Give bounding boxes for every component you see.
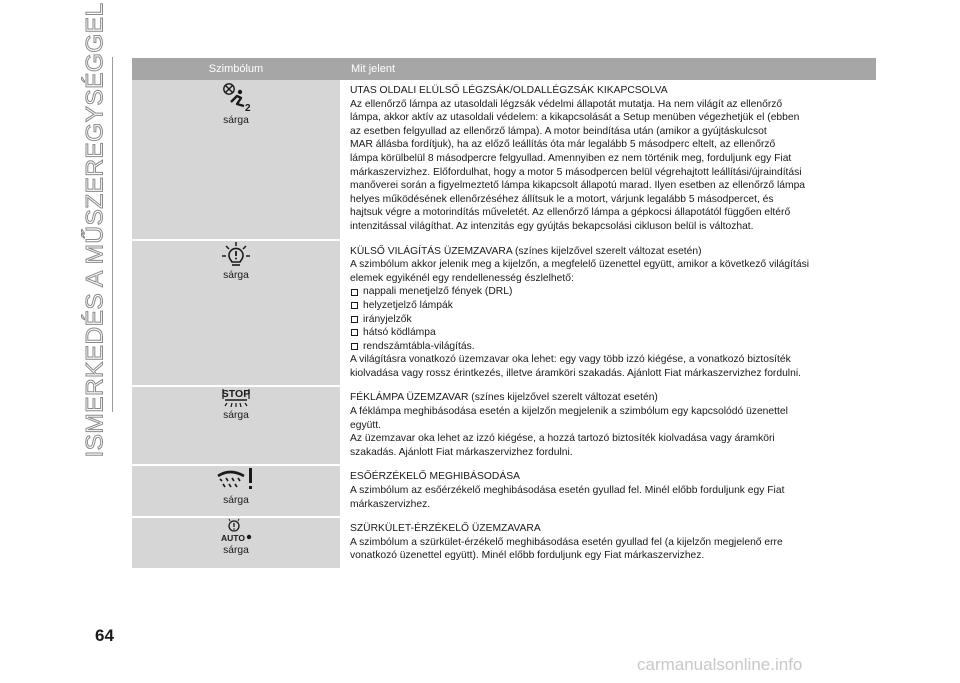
table-row: [132, 465, 876, 517]
symbol-cell: [132, 465, 340, 517]
text-line: az esetben felgyullad az ellenőrző lámpa). A motor beindítása után (amikor a gyújtáskulcsot: [350, 125, 767, 137]
color-label: sárga: [223, 115, 249, 126]
twilight-sensor-fault-icon: [219, 518, 253, 544]
text-line: elemek egyikénél egy rendellenesség észlelhető:: [350, 272, 574, 284]
bullet-square-icon: [351, 302, 358, 309]
symbol-cell: [132, 80, 340, 240]
chapter-title: [78, 2, 114, 458]
text-line: intenzitással világíthat. Az intenzitás egy gyújtás bekapcsolási cikluson belül is változhat.: [350, 220, 754, 232]
color-label: sárga: [223, 410, 249, 422]
header-symbol: Szimbólum: [132, 58, 340, 80]
brake-light-fault-icon: [219, 387, 253, 409]
list-item: [350, 313, 870, 327]
row-title: FÉKLÁMPA ÜZEMZAVAR (színes kijelzővel szerelt változat esetén): [350, 392, 658, 404]
text-line: A szimbólum a szürkület-érzékelő meghibásodása esetén gyullad fel (a kijelzőn megjelenő erre: [350, 536, 783, 548]
text-line: A szimbólum az esőérzékelő meghibásodása esetén gyullad fel. Minél előbb forduljunk egy Fiat: [350, 485, 785, 497]
list-item: [350, 285, 870, 299]
color-label: sárga: [223, 495, 249, 507]
meaning-cell: [340, 517, 876, 569]
meaning-cell: [340, 386, 876, 465]
list-item-label: helyzetjelző lámpák: [363, 299, 453, 311]
auto-icon-text: AUTO: [221, 533, 245, 544]
row-title: UTAS OLDALI ELÜLSŐ LÉGZSÁK/OLDALLÉGZSÁK KIKAPCSOLVA: [350, 85, 668, 96]
row-title: ESŐÉRZÉKELŐ MEGHIBÁSODÁSA: [350, 471, 520, 483]
chapter-title-text: ISMERKEDÉS A MŰSZEREGYSÉGGEL: [82, 2, 109, 458]
watermark: carmanualsonline.info: [637, 655, 803, 674]
bullet-square-icon: [351, 289, 358, 296]
meaning-cell: [340, 80, 876, 240]
text-line: vonatkozó üzenettel együtt). Minél előbb forduljunk egy Fiat márkaszervizhez.: [350, 550, 705, 562]
text-line: kiolvadása vagy rossz érintkezés, illetve áramköri szakadás. Ajánlott Fiat márkaszervizhez fordulni.: [350, 367, 801, 379]
text-line: együtt.: [350, 419, 381, 431]
list-item: [350, 340, 870, 354]
text-line: márkaszervizhez.: [350, 498, 431, 510]
table-row: [132, 517, 876, 569]
text-line: Az ellenőrző lámpa az utasoldali légzsák védelmi állapotát mutatja. Ha nem világít az ellenőrző: [350, 98, 783, 110]
symbol-cell: [132, 517, 340, 569]
text-line: A világításra vonatkozó üzemzavar oka lehet: egy vagy több izzó kiégése, a vonatkozó biztosíték: [350, 354, 791, 366]
chapter-divider: [112, 57, 113, 412]
row-title: SZÜRKÜLET-ÉRZÉKELŐ ÜZEMZAVARA: [350, 523, 541, 535]
table-row: [132, 80, 876, 240]
bullet-square-icon: [351, 329, 358, 336]
list-item-label: nappali menetjelző fények (DRL): [363, 286, 513, 298]
text-line: MAR állásba fordítjuk), ha az előző leállítás óta már legalább 5 másodperc eltelt, az ellenőrző: [350, 139, 776, 151]
list-item-label: hátsó ködlámpa: [363, 327, 436, 339]
row-title: KÜLSŐ VILÁGÍTÁS ÜZEMZAVARA (színes kijelzővel szerelt változat esetén): [350, 245, 702, 257]
text-line: lámpa körülbelül 8 másodpercre felgyullad. Amennyiben ez nem történik meg, forduljunk egy Fiat: [350, 152, 792, 164]
text-line: hajtsuk végre a motorindítás műveletét. Az ellenőrző lámpa a gépkocsi állapotától függően eltérő: [350, 207, 791, 219]
bullet-square-icon: [351, 316, 358, 323]
meaning-cell: [340, 465, 876, 517]
text-line: A szimbólum akkor jelenik meg a kijelzőn, a megfelelő üzenettel együtt, amikor a következő világítási: [350, 259, 810, 271]
color-label: sárga: [223, 545, 249, 557]
list-item: [350, 299, 870, 313]
table-row: [132, 240, 876, 387]
list-item-label: rendszámtábla-világítás.: [363, 340, 475, 352]
text-line: lámpa, akkor aktív az utasoldali védelem: a kikapcsolását a Setup menüben végezhetjük el (ebben: [350, 112, 800, 124]
brake-icon-text: STOP: [221, 388, 251, 401]
color-label: sárga: [223, 269, 249, 281]
svg-text:2: 2: [245, 103, 251, 114]
table-header-row: [132, 58, 876, 80]
symbol-cell: [132, 240, 340, 387]
text-line: szakadás. Ajánlott Fiat márkaszervizhez fordulni.: [350, 446, 573, 458]
text-line: márkaszervizhez. Előfordulhat, hogy a motor 5 másodpercen belül végrehajtott leállítási/újraindítási: [350, 166, 802, 178]
rain-sensor-fault-icon: [216, 466, 256, 494]
page-number: 64: [95, 626, 114, 645]
table-row: [132, 386, 876, 465]
list-item: [350, 326, 870, 340]
airbag-passenger-off-icon: [219, 80, 253, 114]
text-line: Az üzemzavar oka lehet az izzó kiégése, a hozzá tartozó biztosíték kiolvadása vagy áramköri: [350, 433, 775, 445]
text-line: A féklámpa meghibásodása esetén a kijelzőn megjelenik a szimbólum egy kapcsolódó üzenettel: [350, 406, 788, 418]
text-line: helyes működésének ellenőrzéséhez állítsuk le a motort, várjunk legalább 5 másodpercet, és: [350, 193, 774, 205]
exterior-lights-fault-icon: [221, 241, 251, 269]
meaning-cell: [340, 240, 876, 387]
symbol-cell: [132, 386, 340, 465]
text-line: manőverei során a figyelmeztető lámpa kikapcsolt állapotú marad. Ilyen esetben az ellenőrző lámpa: [350, 180, 806, 192]
list-item-label: irányjelzők: [363, 313, 412, 325]
bullet-square-icon: [351, 343, 358, 350]
header-meaning: Mit jelent: [340, 58, 876, 80]
symbol-table: [132, 58, 876, 570]
